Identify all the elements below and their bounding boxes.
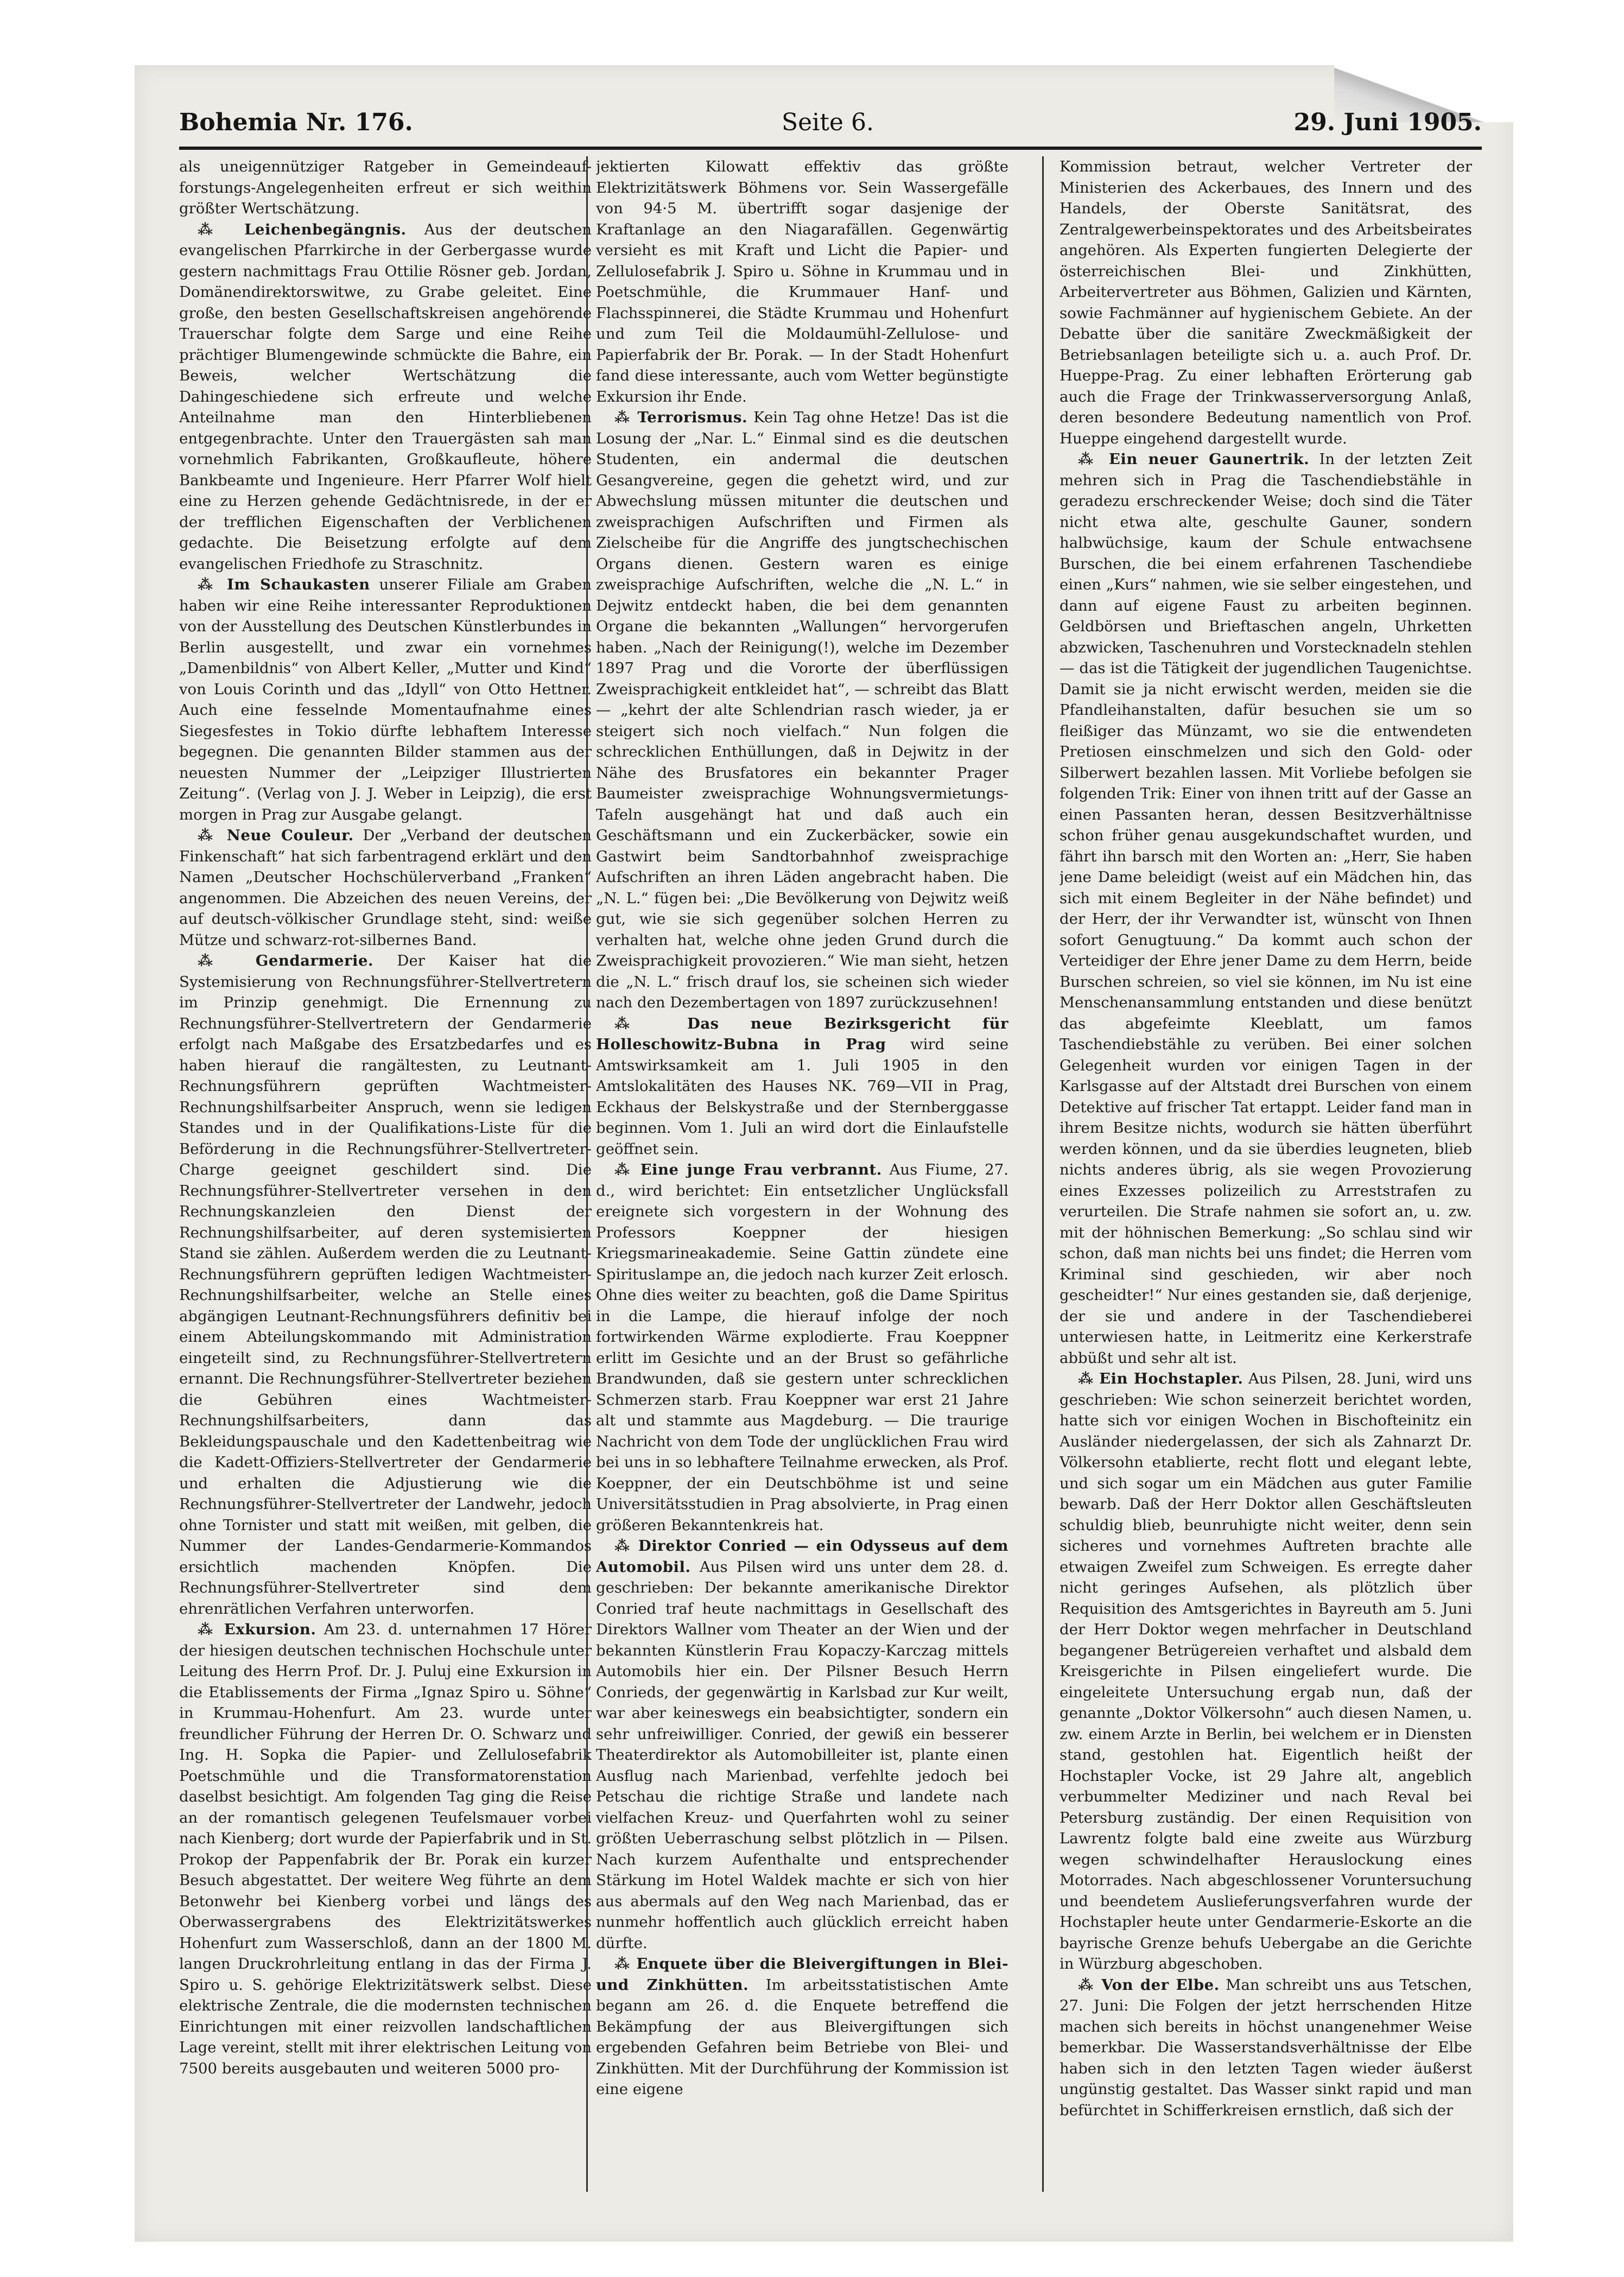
article-headline: Eine junge Frau verbrannt. [640, 1161, 882, 1178]
article-paragraph: ⁂ Von der Elbe. Man schreibt uns aus Tetschen, 27. Juni: Die Folgen der jetzt herrschenden Hitze machen sich bereits in höchst unangenehmer Weise bemerkbar. Die Wasserstandsverhältnisse der Elbe haben sich in den letzten Tagen wieder äußerst ungünstig gestaltet. Das Wasser sinkt rapid und man befürchtet in Schifferkreisen ernstlich, daß sich der [1060, 1976, 1472, 2119]
article-paragraph: ⁂ Gendarmerie. Der Kaiser hat die Systemisierung von Rechnungsführer-Stellvertretern im Prinzip genehmigt. Die Ernennung zu Rechnungsführer-Stellvertretern der Gendarmerie erfolgt nach Maßgabe des Ersatzbedarfes und es haben hierauf die rangältesten, zu Leutnant-Rechnungsführern geprüften Wachtmeister-Rechnungshilfsarbeiter Anspruch, wenn sie ledigen Standes und in der Qualifikations-Liste für die Beförderung in die Rechnungsführer-Stellvertreter-Charge geeignet geschildert sind. Die Rechnungsführer-Stellvertreter versehen in den Rechnungskanzleien den Dienst der Rechnungshilfsarbeiter, auf deren systemisierten Stand sie zählen. Außerdem werden die zu Leutnant-Rechnungsführern geprüften ledigen Wachtmeister-Rechnungshilfsarbeiter, welche an Stelle eines abgängigen Leutnant-Rechnungsführers definitiv bei einem Abteilungskommando mit Administration eingeteilt sind, zu Rechnungsführer-Stellvertretern ernannt. Die Rechnungsführer-Stellvertreter beziehen die Gebühren eines Wachtmeister-Rechnungshilfsarbeiters, dann das Bekleidungspauschale und den Kadettenbeitrag wie die Kadett-Offiziers-Stellvertreter der Gendarmerie und erhalten die Adjustierung wie die Rechnungsführer-Stellvertreter der Landwehr, jedoch ohne Tornister und statt mit weißen, mit gelben, die Nummer der Landes-Gendarmerie-Kommandos ersichtlich machenden Knöpfen. Die Rechnungsführer-Stellvertreter sind dem ehrenrätlichen Verfahren unterworfen. [179, 952, 592, 1618]
article-headline: Im Schaukasten [226, 576, 370, 593]
article-paragraph: ⁂ Ein Hochstapler. Aus Pilsen, 28. Juni, wird uns geschrieben: Wie schon seinerzeit berichtet worden, hatte sich vor einigen Wochen in Bischofteinitz ein Ausländer niedergelassen, der sich als Zahnarzt Dr. Völkersohn etablierte, recht flott und elegant lebte, und sich sogar um ein Mädchen aus guter Familie bewarb. Daß der Herr Doktor allen Geschäftsleuten schuldig blieb, beunruhigte nicht weiter, denn sein sicheres und vornehmes Auftreten brachte alle etwaigen Zweifel zum Schweigen. Es erregte daher nicht geringes Aufsehen, als plötzlich über Requisition des Amtsgerichtes in Bayreuth am 5. Juni der Herr Doktor wegen mehrfacher in Deutschland begangener Betrügereien verhaftet und alsbald dem Kreisgerichte in Pilsen eingeliefert wurde. Die eingeleitete Untersuchung ergab nun, daß der genannte „Doktor Völkersohn“ auch diesen Namen, u. zw. einem Arzte in Berlin, bei welchem er in Diensten stand, gestohlen hat. Eigentlich heißt der Hochstapler Vocke, ist 29 Jahre alt, angeblich verbummelter Mediziner und nach Reval bei Petersburg zuständig. Der einen Requisition von Lawrentz folgte bald eine zweite aus Würzburg wegen schwindelhafter Herauslockung eines Motorrades. Nach abgeschlossener Voruntersuchung und beendetem Auslieferungsverfahren wurde der Hochstapler heute unter Gendarmerie-Eskorte an die bayrische Grenze behufs Uebergabe an die Gerichte in Würzburg abgeschoben. [1060, 1370, 1472, 1972]
paragraph-text: Im arbeitsstatistischen Amte begann am 26. d. die Enquete betreffend die Bekämpfung der aus Bleivergiftungen sich ergebenden Gefahren beim Betriebe von Blei- und Zinkhütten. Mit der Durchführung der Kommission ist eine eigene [596, 1976, 1008, 2098]
article-paragraph: ⁂ Enquete über die Bleivergiftungen in Blei- und Zinkhütten. Im arbeitsstatistischen Amte begann am 26. d. die Enquete betreffend die Bekämpfung der aus Bleivergiftungen sich ergebenden Gefahren beim Betriebe von Blei- und Zinkhütten. Mit der Durchführung der Kommission ist eine eigene [596, 1955, 1008, 2098]
article-paragraph: ⁂ Direktor Conried — ein Odysseus auf dem Automobil. Aus Pilsen wird uns unter dem 28. d. geschrieben: Der bekannte amerikanische Direktor Conried traf heute nachmittags in Gesellschaft des Direktors Wallner vom Theater an der Wien und der bekannten Künstlerin Frau Kopaczy-Karczag mittels Automobils hier ein. Der Pilsner Besuch Herrn Conrieds, der gegenwärtig in Karlsbad zur Kur weilt, war aber keineswegs ein beabsichtigter, sondern ein sehr unfreiwilliger. Conried, der gewiß ein besserer Theaterdirektor als Automobilleiter ist, plante einen Ausflug nach Marienbad, verfehlte jedoch bei Petschau die richtige Straße und landete nach vielfachen Kreuz- und Querfahrten wohl zu seiner größten Ueberraschung selbst plötzlich in — Pilsen. Nach kurzem Aufenthalte und entsprechender Stärkung im Hotel Waldek machte er sich von hier aus abermals auf den Weg nach Marienbad, das er nunmehr hoffentlich auch glücklich erreicht haben dürfte. [596, 1537, 1008, 1952]
paragraph-text: Am 23. d. unternahmen 17 Hörer der hiesigen deutschen technischen Hochschule unter Leitung des Herrn Prof. Dr. J. Puluj eine Exkursion in die Etablissements der Firma „Ignaz Spiro u. Söhne“ in Krummau-Hohenfurt. Am 23. wurde unter freundlicher Führung der Herren Dr. O. Schwarz und Ing. H. Sopka die Papier- und Zellulosefabrik Poetschmühle und die Transformatorenstation daselbst besichtigt. Am folgenden Tag ging die Reise an der romantisch gelegenen Teufelsmauer vorbei nach Kienberg; dort wurde der Papierfabrik und in St. Prokop der Pappenfabrik der Br. Porak ein kurzer Besuch abgestattet. Der weitere Weg führte an dem Betonwehr bei Kienberg vorbei und längs des Oberwassergrabens des Elektrizitätswerkes Hohenfurt zum Wasserschloß, dann an der 1800 M. langen Druckrohrleitung entlang in das der Firma J. Spiro u. S. gehörige Elektrizitätswerk selbst. Diese elektrische Zentrale, die die modernsten technischen Einrichtungen mit einer reizvollen landschaftlichen Lage vereint, stellt mit ihrer elektrischen Leitung von 7500 bereits ausgebauten und weiteren 5000 pro- [179, 1621, 592, 2077]
article-headline: Neue Couleur. [226, 827, 354, 844]
paragraph-text: Der Kaiser hat die Systemisierung von Rechnungsführer-Stellvertretern im Prinzip genehmigt. Die Ernennung zu Rechnungsführer-Stellvertretern der Gendarmerie erfolgt nach Maßgabe des Ersatzbedarfes und es haben hierauf die rangältesten, zu Leutnant-Rechnungsführern geprüften Wachtmeister-Rechnungshilfsarbeiter Anspruch, wenn sie ledigen Standes und in der Qualifikations-Liste für die Beförderung in die Rechnungsführer-Stellvertreter-Charge geeignet geschildert sind. Die Rechnungsführer-Stellvertreter versehen in den Rechnungskanzleien den Dienst der Rechnungshilfsarbeiter, auf deren systemisierten Stand sie zählen. Außerdem werden die zu Leutnant-Rechnungsführern geprüften ledigen Wachtmeister-Rechnungshilfsarbeiter, welche an Stelle eines abgängigen Leutnant-Rechnungsführers definitiv bei einem Abteilungskommando mit Administration eingeteilt sind, zu Rechnungsführer-Stellvertretern ernannt. Die Rechnungsführer-Stellvertreter beziehen die Gebühren eines Wachtmeister-Rechnungshilfsarbeiters, dann das Bekleidungspauschale und den Kadettenbeitrag wie die Kadett-Offiziers-Stellvertreter der Gendarmerie und erhalten die Adjustierung wie die Rechnungsführer-Stellvertreter der Landwehr, jedoch ohne Tornister und statt mit weißen, mit gelben, die Nummer der Landes-Gendarmerie-Kommandos ersichtlich machenden Knöpfen. Die Rechnungsführer-Stellvertreter sind dem ehrenrätlichen Verfahren unterworfen. [179, 952, 592, 1618]
paragraph-text: Der „Verband der deutschen Finkenschaft“ hat sich farbentragend erklärt und den Namen „Deutscher Hochschülerverband „Franken“ angenommen. Die Abzeichen des neuen Vereins, der auf deutsch-völkischer Grundlage steht, sind: weiße Mütze und schwarz-rot-silbernes Band. [179, 827, 592, 949]
masthead-issue: Bohemia Nr. 176. [179, 109, 413, 136]
page-number: Seite 6. [782, 109, 874, 136]
article-headline: Ein neuer Gaunertrik. [1108, 451, 1310, 468]
paragraph-text: jektierten Kilowatt effektiv das größte Elektrizitätswerk Böhmens vor. Sein Wassergefälle von 94·5 M. übertrifft sogar dasjenige der Kraftanlage an den Niagarafällen. Gegenwärtig versieht es mit Kraft und Licht die Papier- und Zellulosefabrik J. Spiro u. Söhne in Krummau und in Poetschmühle, die Krummauer Hanf- und Flachsspinnerei, die Städte Krummau und Hohenfurt und zum Teil die Moldaumühl-Zellulose- und Papierfabrik der Br. Porak. — In der Stadt Hohenfurt fand diese interessante, auch vom Wetter begünstigte Exkursion ihr Ende. [596, 158, 1008, 405]
page-header [179, 109, 1482, 147]
article-paragraph: ⁂ Terrorismus. Kein Tag ohne Hetze! Das ist die Losung der „Nar. L.“ Einmal sind es die deutschen Studenten, ein andermal die deutschen Gesangvereine, gegen die gehetzt wird, und zur Abwechslung müssen mitunter die deutschen und zweisprachigen Aufschriften und Firmen als Zielscheibe für die Angriffe des jungtschechischen Organs dienen. Gestern waren es einige zweisprachige Aufschriften, welche die „N. L.“ in Dejwitz entdeckt haben, die bei dem genannten Organe die bekannten „Wallungen“ hervorgerufen haben. „Nach der Reinigung(!), welche im Dezember 1897 Prag und die Vororte der überflüssigen Zweisprachigkeit entkleidet hat“, — schreibt das Blatt — „kehrt der alte Schlendrian rasch wieder, ja er steigert sich noch vielfach.“ Nun folgen die schrecklichen Enthüllungen, daß in Dejwitz in der Nähe des Brusfatores ein bekannter Prager Baumeister zweisprachige Wohnungsvermietungs-Tafeln ausgehängt hat und daß auch ein Geschäftsmann und ein Zuckerbäcker, sowie ein Gastwirt beim Sandtorbahnhof zweisprachige Aufschriften an ihren Läden angebracht haben. Die „N. L.“ fügen bei: „Die Bevölkerung von Dejwitz weiß gut, wie sie sich gegenüber solchen Herren zu verhalten hat, welche ohne jeden Grund durch die Zweisprachigkeit provozieren.“ Wie man sieht, hetzen die „N. L.“ frisch drauf los, sie scheinen sich wieder nach den Dezembertagen von 1897 zurückzusehnen! [596, 409, 1008, 1011]
article-paragraph: ⁂ Exkursion. Am 23. d. unternahmen 17 Hörer der hiesigen deutschen technischen Hochschule unter Leitung des Herrn Prof. Dr. J. Puluj eine Exkursion in die Etablissements der Firma „Ignaz Spiro u. Söhne“ in Krummau-Hohenfurt. Am 23. wurde unter freundlicher Führung der Herren Dr. O. Schwarz und Ing. H. Sopka die Papier- und Zellulosefabrik Poetschmühle und die Transformatorenstation daselbst besichtigt. Am folgenden Tag ging die Reise an der romantisch gelegenen Teufelsmauer vorbei nach Kienberg; dort wurde der Papierfabrik und in St. Prokop der Pappenfabrik der Br. Porak ein kurzer Besuch abgestattet. Der weitere Weg führte an dem Betonwehr bei Kienberg vorbei und längs des Oberwassergrabens des Elektrizitätswerkes Hohenfurt zum Wasserschloß, dann an der 1800 M. langen Druckrohrleitung entlang in das der Firma J. Spiro u. S. gehörige Elektrizitätswerk selbst. Diese elektrische Zentrale, die die modernsten technischen Einrichtungen mit einer reizvollen landschaftlichen Lage vereint, stellt mit ihrer elektrischen Leitung von 7500 bereits ausgebauten und weiteren 5000 pro- [179, 1621, 592, 2077]
article-paragraph [1060, 156, 1472, 449]
article-column-2 [596, 156, 1008, 2197]
header-rule [179, 147, 1482, 150]
article-headline: Leichenbegängnis. [244, 220, 407, 238]
article-paragraph [596, 156, 1008, 407]
article-paragraph: ⁂ Ein neuer Gaunertrik. In der letzten Zeit mehren sich in Prag die Taschendiebstähle in geradezu erschreckender Weise; doch sind die Täter nicht etwa alte, geschulte Gauner, sondern halbwüchsige, kaum der Schule entwachsene Burschen, die bei einem erfahrenen Taschendiebe einen „Kurs“ nahmen, wie sie selber eingestehen, und dann auf eigene Faust zu arbeiten beginnen. Geldbörsen und Brieftaschen angeln, Uhrketten abzwicken, Taschenuhren und Vorstecknadeln stehlen — das ist die Tätigkeit der jugendlichen Taugenichtse. Damit sie ja nicht erwischt werden, meiden sie die Pfandleihanstalten, dafür besuchen sie um so fleißiger das Münzamt, wo sie die entwendeten Pretiosen einschmelzen und sich den Gold- oder Silberwert bezahlen lassen. Mit Vorliebe befolgen sie folgenden Trik: Einer von ihnen tritt auf der Gasse an einen Passanten heran, dessen Besitzverhältnisse schon früher genau ausgekundschaftet wurden, und fährt ihn barsch mit den Worten an: „Herr, Sie haben jene Dame beleidigt (weist auf ein Mädchen hin, das sich mit einem Begleiter in der Nähe befindet) und der Herr, der ihr Verwandter ist, wünscht von Ihnen sofort Genugtuung.“ Da kommt auch schon der Verteidiger der Ehre jener Dame zu dem Herrn, beide Burschen schreien, so viel sie können, im Nu ist eine Menschenansammlung entstanden und diese benützt das abgefeimte Kleeblatt, um famos Taschendiebstähle zu verüben. Bei einer solchen Gelegenheit wurden vor einigen Tagen in der Karlsgasse auf der Altstadt drei Burschen von einem Detektive auf frischer Tat ertappt. Leider fand man in ihrem Besitze nichts, wodurch sie hätten überführt werden können, und da sie überdies leugneten, blieb nichts anderes übrig, als sie wegen Provozierung eines Exzesses polizeilich zu Arreststrafen zu verurteilen. Die Strafe nahmen sie sofort an, u. zw. mit der höhnischen Bemerkung: „So schlau sind wir schon, daß man nichts bei uns findet; die Herren vom Kriminal sind geschieden, wir aber noch gescheidter!“ Nur eines gestanden sie, daß derjenige, der sie und andere in der Taschendieberei unterwiesen hatte, in Leitmeritz eine Kerkerstrafe abbüßt und sehr alt ist. [1060, 451, 1472, 1367]
article-column-3 [1060, 156, 1472, 2197]
article-paragraph [179, 156, 592, 219]
paragraph-text: Aus Pilsen wird uns unter dem 28. d. geschrieben: Der bekannte amerikanische Direktor Conried traf heute nachmittags in Gesellschaft des Direktors Wallner vom Theater an der Wien und der bekannten Künstlerin Frau Kopaczy-Karczag mittels Automobils hier ein. Der Pilsner Besuch Herrn Conrieds, der gegenwärtig in Karlsbad zur Kur weilt, war aber keineswegs ein beabsichtigter, sondern ein sehr unfreiwilliger. Conried, der gewiß ein besserer Theaterdirektor als Automobilleiter ist, plante einen Ausflug nach Marienbad, verfehlte jedoch bei Petschau die richtige Straße und landete nach vielfachen Kreuz- und Querfahrten wohl zu seiner größten Ueberraschung selbst plötzlich in — Pilsen. Nach kurzem Aufenthalte und entsprechender Stärkung im Hotel Waldek machte er sich von hier aus abermals auf den Weg nach Marienbad, das er nunmehr hoffentlich auch glücklich erreicht haben dürfte. [596, 1558, 1008, 1952]
article-headline: Exkursion. [224, 1621, 316, 1638]
paragraph-text: Aus Pilsen, 28. Juni, wird uns geschrieben: Wie schon seinerzeit berichtet worden, hatte sich vor einigen Wochen in Bischofteinitz ein Ausländer niedergelassen, der sich als Zahnarzt Dr. Völkersohn etablierte, recht flott und elegant lebte, und sich sogar um ein Mädchen aus guter Familie bewarb. Daß der Herr Doktor allen Geschäftsleuten schuldig blieb, beunruhigte nicht weiter, denn sein sicheres und vornehmes Auftreten brachte alle etwaigen Zweifel zum Schweigen. Es erregte daher nicht geringes Aufsehen, als plötzlich über Requisition des Amtsgerichtes in Bayreuth am 5. Juni der Herr Doktor wegen mehrfacher in Deutschland begangener Betrügereien verhaftet und alsbald dem Kreisgerichte in Pilsen eingeliefert wurde. Die eingeleitete Untersuchung ergab nun, daß der genannte „Doktor Völkersohn“ auch diesen Namen, u. zw. einem Arzte in Berlin, bei welchem er in Diensten stand, gestohlen hat. Eigentlich heißt der Hochstapler Vocke, ist 29 Jahre alt, angeblich verbummelter Mediziner und nach Reval bei Petersburg zuständig. Der einen Requisition von Lawrentz folgte bald eine zweite aus Würzburg wegen schwindelhafter Herauslockung eines Motorrades. Nach abgeschlossener Voruntersuchung und beendetem Auslieferungsverfahren wurde der Hochstapler heute unter Gendarmerie-Eskorte an die bayrische Grenze behufs Uebergabe an die Gerichte in Würzburg abgeschoben. [1060, 1370, 1472, 1972]
article-headline: Ein Hochstapler. [1099, 1370, 1244, 1387]
column-divider [1042, 156, 1044, 2192]
article-paragraph: ⁂ Das neue Bezirksgericht für Holleschowitz-Bubna in Prag wird seine Amtswirksamkeit am 1. Juli 1905 in den Amtslokalitäten des Hauses NK. 769—VII in Prag, Eckhaus der Belskystraße und der Sternberggasse beginnen. Vom 1. Juli an wird dort die Einlaufstelle geöffnet sein. [596, 1014, 1008, 1158]
paragraph-text: wird seine Amtswirksamkeit am 1. Juli 1905 in den Amtslokalitäten des Hauses NK. 769—VII in Prag, Eckhaus der Belskystraße und der Sternberggasse beginnen. Vom 1. Juli an wird dort die Einlaufstelle geöffnet sein. [596, 1036, 1008, 1158]
paragraph-text: Aus der deutschen evangelischen Pfarrkirche in der Gerbergasse wurde gestern nachmittags Frau Ottilie Rösner geb. Jordan, Domänendirektorswitwe, zu Grabe geleitet. Eine große, den besten Gesellschaftskreisen angehörende Trauerschar folgte dem Sarge und eine Reihe prächtiger Blumengewinde schmückte die Bahre, ein Beweis, welcher Wertschätzung die Dahingeschiedene sich erfreute und welche Anteilnahme man den Hinterbliebenen entgegenbrachte. Unter den Trauergästen sah man vornehmlich Fabrikanten, Großkaufleute, höhere Bankbeamte und Ingenieure. Herr Pfarrer Wolf hielt eine zu Herzen gehende Gedächtnisrede, in der er der trefflichen Eigenschaften der Verblichenen gedachte. Die Beisetzung erfolgte auf dem evangelischen Friedhofe zu Straschnitz. [179, 220, 592, 573]
article-headline: Terrorismus. [637, 409, 748, 426]
article-headline: Enquete über die Bleivergiftungen in Blei- und Zinkhütten. [596, 1955, 1008, 1994]
paragraph-text: als uneigennütziger Ratgeber in Gemeindeauf-forstungs-Angelegenheiten erfreut er sich weithin größter Wertschätzung. [179, 158, 592, 217]
article-paragraph: ⁂ Im Schaukasten unserer Filiale am Graben haben wir eine Reihe interessanter Reproduktionen von der Ausstellung des Deutschen Künstlerbundes in Berlin ausgestellt, und zwar ein vornehmes „Damenbildnis“ von Albert Keller, „Mutter und Kind“ von Louis Corinth und das „Idyll“ von Otto Hettner. Auch eine fesselnde Momentaufnahme eines Siegesfestes in Tokio dürfte lebhaftem Interesse begegnen. Die genannten Bilder stammen aus der neuesten Nummer der „Leipziger Illustrierten Zeitung“. (Verlag von J. J. Weber in Leipzig), die erst morgen in Prag zur Ausgabe gelangt. [179, 576, 592, 823]
article-paragraph: ⁂ Leichenbegängnis. Aus der deutschen evangelischen Pfarrkirche in der Gerbergasse wurde gestern nachmittags Frau Ottilie Rösner geb. Jordan, Domänendirektorswitwe, zu Grabe geleitet. Eine große, den besten Gesellschaftskreisen angehörende Trauerschar folgte dem Sarge und eine Reihe prächtiger Blumengewinde schmückte die Bahre, ein Beweis, welcher Wertschätzung die Dahingeschiedene sich erfreute und welche Anteilnahme man den Hinterbliebenen entgegenbrachte. Unter den Trauergästen sah man vornehmlich Fabrikanten, Großkaufleute, höhere Bankbeamte und Ingenieure. Herr Pfarrer Wolf hielt eine zu Herzen gehende Gedächtnisrede, in der er der trefflichen Eigenschaften der Verblichenen gedachte. Die Beisetzung erfolgte auf dem evangelischen Friedhofe zu Straschnitz. [179, 220, 592, 573]
article-headline: Von der Elbe. [1101, 1976, 1220, 1994]
paragraph-text: Aus Fiume, 27. d., wird berichtet: Ein entsetzlicher Unglücksfall ereignete sich vorgestern in der Wohnung des Professors Koeppner der hiesigen Kriegsmarineakademie. Seine Gattin zündete eine Spirituslampe an, die jedoch nach kurzer Zeit erlosch. Ohne dies weiter zu beachten, goß die Dame Spiritus in die Lampe, die hierauf infolge der noch fortwirkenden Wärme explodierte. Frau Koeppner erlitt im Gesichte und an der Brust so gefährliche Brandwunden, daß sie gestern unter schrecklichen Schmerzen starb. Frau Koeppner war erst 21 Jahre alt und stammte aus Magdeburg. — Die traurige Nachricht von dem Tode der unglücklichen Frau wird bei uns in so lebhaftere Teilnahme erwecken, als Prof. Koeppner, der ein Deutschböhme ist und seine Universitätsstudien in Prag absolvierte, in Prag einen größeren Bekanntenkreis hat. [596, 1161, 1008, 1534]
paragraph-text: Man schreibt uns aus Tetschen, 27. Juni: Die Folgen der jetzt herrschenden Hitze machen sich bereits in höchst unangenehmer Weise bemerkbar. Die Wasserstandsverhältnisse der Elbe haben sich in den letzten Tagen wieder äußerst ungünstig gestaltet. Das Wasser sinkt rapid und man befürchtet in Schifferkreisen ernstlich, daß sich der [1060, 1976, 1472, 2119]
paragraph-text: In der letzten Zeit mehren sich in Prag die Taschendiebstähle in geradezu erschreckender Weise; doch sind die Täter nicht etwa alte, geschulte Gauner, sondern halbwüchsige, kaum der Schule entwachsene Burschen, die bei einem erfahrenen Taschendiebe einen „Kurs“ nahmen, wie sie selber eingestehen, und dann auf eigene Faust zu arbeiten beginnen. Geldbörsen und Brieftaschen angeln, Uhrketten abzwicken, Taschenuhren und Vorstecknadeln stehlen — das ist die Tätigkeit der jugendlichen Taugenichtse. Damit sie ja nicht erwischt werden, meiden sie die Pfandleihanstalten, dafür besuchen sie um so fleißiger das Münzamt, wo sie die entwendeten Pretiosen einschmelzen und sich den Gold- oder Silberwert bezahlen lassen. Mit Vorliebe befolgen sie folgenden Trik: Einer von ihnen tritt auf der Gasse an einen Passanten heran, dessen Besitzverhältnisse schon früher genau ausgekundschaftet wurden, und fährt ihn barsch mit den Worten an: „Herr, Sie haben jene Dame beleidigt (weist auf ein Mädchen hin, das sich mit einem Begleiter in der Nähe befindet) und der Herr, der ihr Verwandter ist, wünscht von Ihnen sofort Genugtuung.“ Da kommt auch schon der Verteidiger der Ehre jener Dame zu dem Herrn, beide Burschen schreien, so viel sie können, im Nu ist eine Menschenansammlung entstanden und diese benützt das abgefeimte Kleeblatt, um famos Taschendiebstähle zu verüben. Bei einer solchen Gelegenheit wurden vor einigen Tagen in der Karlsgasse auf der Altstadt drei Burschen von einem Detektive auf frischer Tat ertappt. Leider fand man in ihrem Besitze nichts, wodurch sie hätten überführt werden können, und da sie überdies leugneten, blieb nichts anderes übrig, als sie wegen Provozierung eines Exzesses polizeilich zu Arreststrafen zu verurteilen. Die Strafe nahmen sie sofort an, u. zw. mit der höhnischen Bemerkung: „So schlau sind wir schon, daß man nichts bei uns findet; die Herren vom Kriminal sind geschieden, wir aber noch gescheidter!“ Nur eines gestanden sie, daß derjenige, der sie und andere in der Taschendieberei unterwiesen hatte, in Leitmeritz eine Kerkerstrafe abbüßt und sehr alt ist. [1060, 451, 1472, 1367]
paragraph-text: unserer Filiale am Graben haben wir eine Reihe interessanter Reproduktionen von der Ausstellung des Deutschen Künstlerbundes in Berlin ausgestellt, und zwar ein vornehmes „Damenbildnis“ von Albert Keller, „Mutter und Kind“ von Louis Corinth und das „Idyll“ von Otto Hettner. Auch eine fesselnde Momentaufnahme eines Siegesfestes in Tokio dürfte lebhaftem Interesse begegnen. Die genannten Bilder stammen aus der neuesten Nummer der „Leipziger Illustrierten Zeitung“. (Verlag von J. J. Weber in Leipzig), die erst morgen in Prag zur Ausgabe gelangt. [179, 576, 592, 823]
article-headline: Gendarmerie. [255, 952, 374, 969]
article-headline: Direktor Conried — ein Odysseus auf dem Automobil. [596, 1537, 1008, 1576]
article-paragraph: ⁂ Eine junge Frau verbrannt. Aus Fiume, 27. d., wird berichtet: Ein entsetzlicher Unglücksfall ereignete sich vorgestern in der Wohnung des Professors Koeppner der hiesigen Kriegsmarineakademie. Seine Gattin zündete eine Spirituslampe an, die jedoch nach kurzer Zeit erlosch. Ohne dies weiter zu beachten, goß die Dame Spiritus in die Lampe, die hierauf infolge der noch fortwirkenden Wärme explodierte. Frau Koeppner erlitt im Gesichte und an der Brust so gefährliche Brandwunden, daß sie gestern unter schrecklichen Schmerzen starb. Frau Koeppner war erst 21 Jahre alt und stammte aus Magdeburg. — Die traurige Nachricht von dem Tode der unglücklichen Frau wird bei uns in so lebhaftere Teilnahme erwecken, als Prof. Koeppner, der ein Deutschböhme ist und seine Universitätsstudien in Prag absolvierte, in Prag einen größeren Bekanntenkreis hat. [596, 1161, 1008, 1534]
article-column-1 [179, 156, 592, 2197]
article-paragraph: ⁂ Neue Couleur. Der „Verband der deutschen Finkenschaft“ hat sich farbentragend erklärt und den Namen „Deutscher Hochschülerverband „Franken“ angenommen. Die Abzeichen des neuen Vereins, der auf deutsch-völkischer Grundlage steht, sind: weiße Mütze und schwarz-rot-silbernes Band. [179, 827, 592, 949]
paragraph-text: Kommission betraut, welcher Vertreter der Ministerien des Ackerbaues, des Innern und des Handels, der Oberste Sanitätsrat, des Zentralgewerbeinspektorates und des Arbeitsbeirates angehören. Als Experten fungierten Delegierte der österreichischen Blei- und Zinkhütten, Arbeitervertreter aus Böhmen, Galizien und Kärnten, sowie Fachmänner auf hygienischem Gebiete. An der Debatte über die sanitäre Zweckmäßigkeit der Betriebsanlagen beteiligte sich u. a. auch Prof. Dr. Hueppe-Prag. Zu einer lebhaften Erörterung gab auch die Frage der Trinkwasserversorgung Anlaß, deren besondere Bedeutung namentlich von Prof. Hueppe eingehend dargestellt wurde. [1060, 158, 1472, 447]
article-headline: Das neue Bezirksgericht für Holleschowitz-Bubna in Prag [596, 1014, 1008, 1053]
paragraph-text: Kein Tag ohne Hetze! Das ist die Losung der „Nar. L.“ Einmal sind es die deutschen Studenten, ein andermal die deutschen Gesangvereine, gegen die gehetzt wird, und zur Abwechslung müssen mitunter die deutschen und zweisprachigen Aufschriften und Firmen als Zielscheibe für die Angriffe des jungtschechischen Organs dienen. Gestern waren es einige zweisprachige Aufschriften, welche die „N. L.“ in Dejwitz entdeckt haben, die bei dem genannten Organe die bekannten „Wallungen“ hervorgerufen haben. „Nach der Reinigung(!), welche im Dezember 1897 Prag und die Vororte der überflüssigen Zweisprachigkeit entkleidet hat“, — schreibt das Blatt — „kehrt der alte Schlendrian rasch wieder, ja er steigert sich noch vielfach.“ Nun folgen die schrecklichen Enthüllungen, daß in Dejwitz in der Nähe des Brusfatores ein bekannter Prager Baumeister zweisprachige Wohnungsvermietungs-Tafeln ausgehängt hat und daß auch ein Geschäftsmann und ein Zuckerbäcker, sowie ein Gastwirt beim Sandtorbahnhof zweisprachige Aufschriften an ihren Läden angebracht haben. Die „N. L.“ fügen bei: „Die Bevölkerung von Dejwitz weiß gut, wie sie sich gegenüber solchen Herren zu verhalten hat, welche ohne jeden Grund durch die Zweisprachigkeit provozieren.“ Wie man sieht, hetzen die „N. L.“ frisch drauf los, sie scheinen sich wieder nach den Dezembertagen von 1897 zurückzusehnen! [596, 409, 1008, 1011]
issue-date: 29. Juni 1905. [1293, 109, 1482, 136]
